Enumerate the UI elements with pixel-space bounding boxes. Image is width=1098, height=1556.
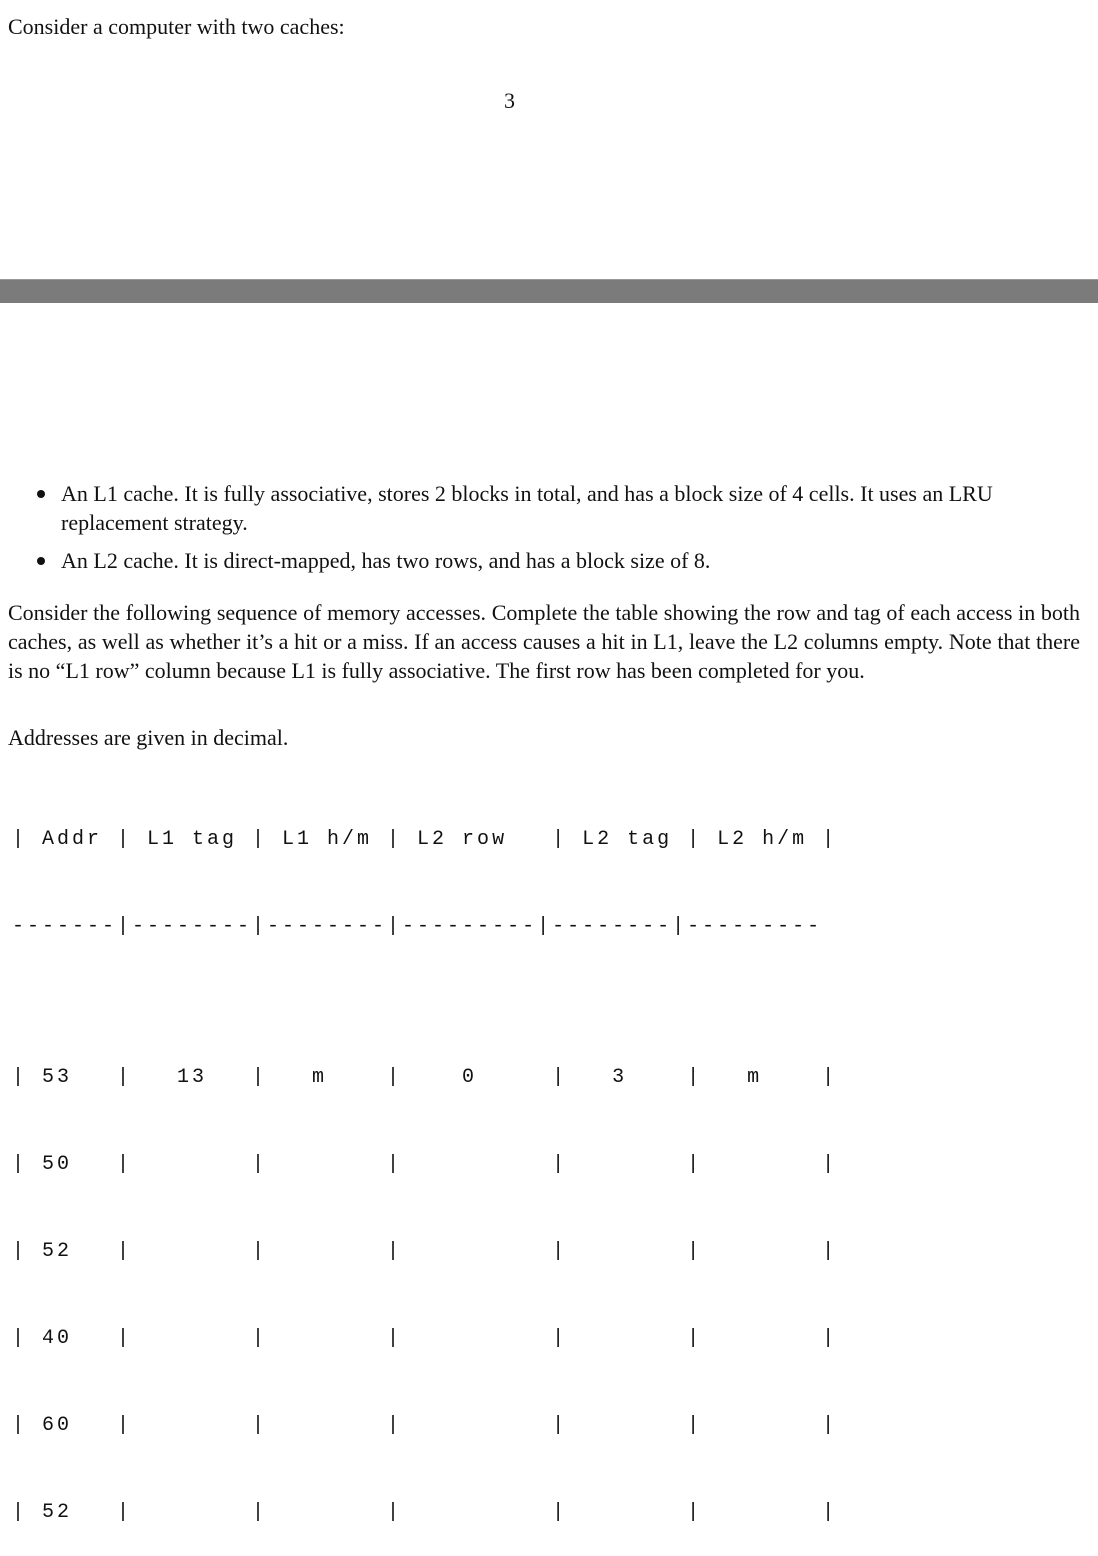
- intro-text: Consider a computer with two caches:: [8, 14, 345, 39]
- instructions-paragraph: Consider the following sequence of memory accesses. Complete the table showing the row and tag of each access in both caches, as well as whether it’s a hit or a miss. If an access causes a hit in L1, leave the L2 columns empty. Note that there is no “L1 row” column because L1 is fully associative. The first row has been completed for you.: [8, 600, 1080, 683]
- table-row: | 50 | | | | | |: [12, 1153, 838, 1176]
- table-row: | 52 | | | | | |: [12, 1501, 838, 1524]
- bullet-icon: [37, 557, 45, 565]
- list-item-l1: [0, 479, 1080, 537]
- page-divider: [0, 279, 1098, 303]
- bullet-text: An L2 cache. It is direct-mapped, has two rows, and has a block size of 8.: [61, 548, 711, 573]
- bullet-icon: [37, 490, 45, 498]
- access-table: [12, 767, 837, 1556]
- table-row: | 53 | 13 | m | 0 | 3 | m |: [12, 1066, 838, 1089]
- table-header: | Addr | L1 tag | L1 h/m | L2 row | L2 tag | L2 h/m |: [12, 828, 838, 851]
- address-note: Addresses are given in decimal.: [8, 725, 289, 750]
- page-number: 3: [504, 88, 515, 113]
- cache-list: [0, 479, 1080, 584]
- list-item-l2: [0, 546, 1080, 575]
- table-row: | 52 | | | | | |: [12, 1240, 838, 1263]
- table-row: | 60 | | | | | |: [12, 1414, 838, 1437]
- bullet-text: An L1 cache. It is fully associative, stores 2 blocks in total, and has a block size of 4 cells. It uses an LRU replacement strategy.: [61, 481, 993, 535]
- table-row: | 40 | | | | | |: [12, 1327, 838, 1350]
- table-separator: -------|--------|--------|---------|--------|---------: [12, 915, 823, 938]
